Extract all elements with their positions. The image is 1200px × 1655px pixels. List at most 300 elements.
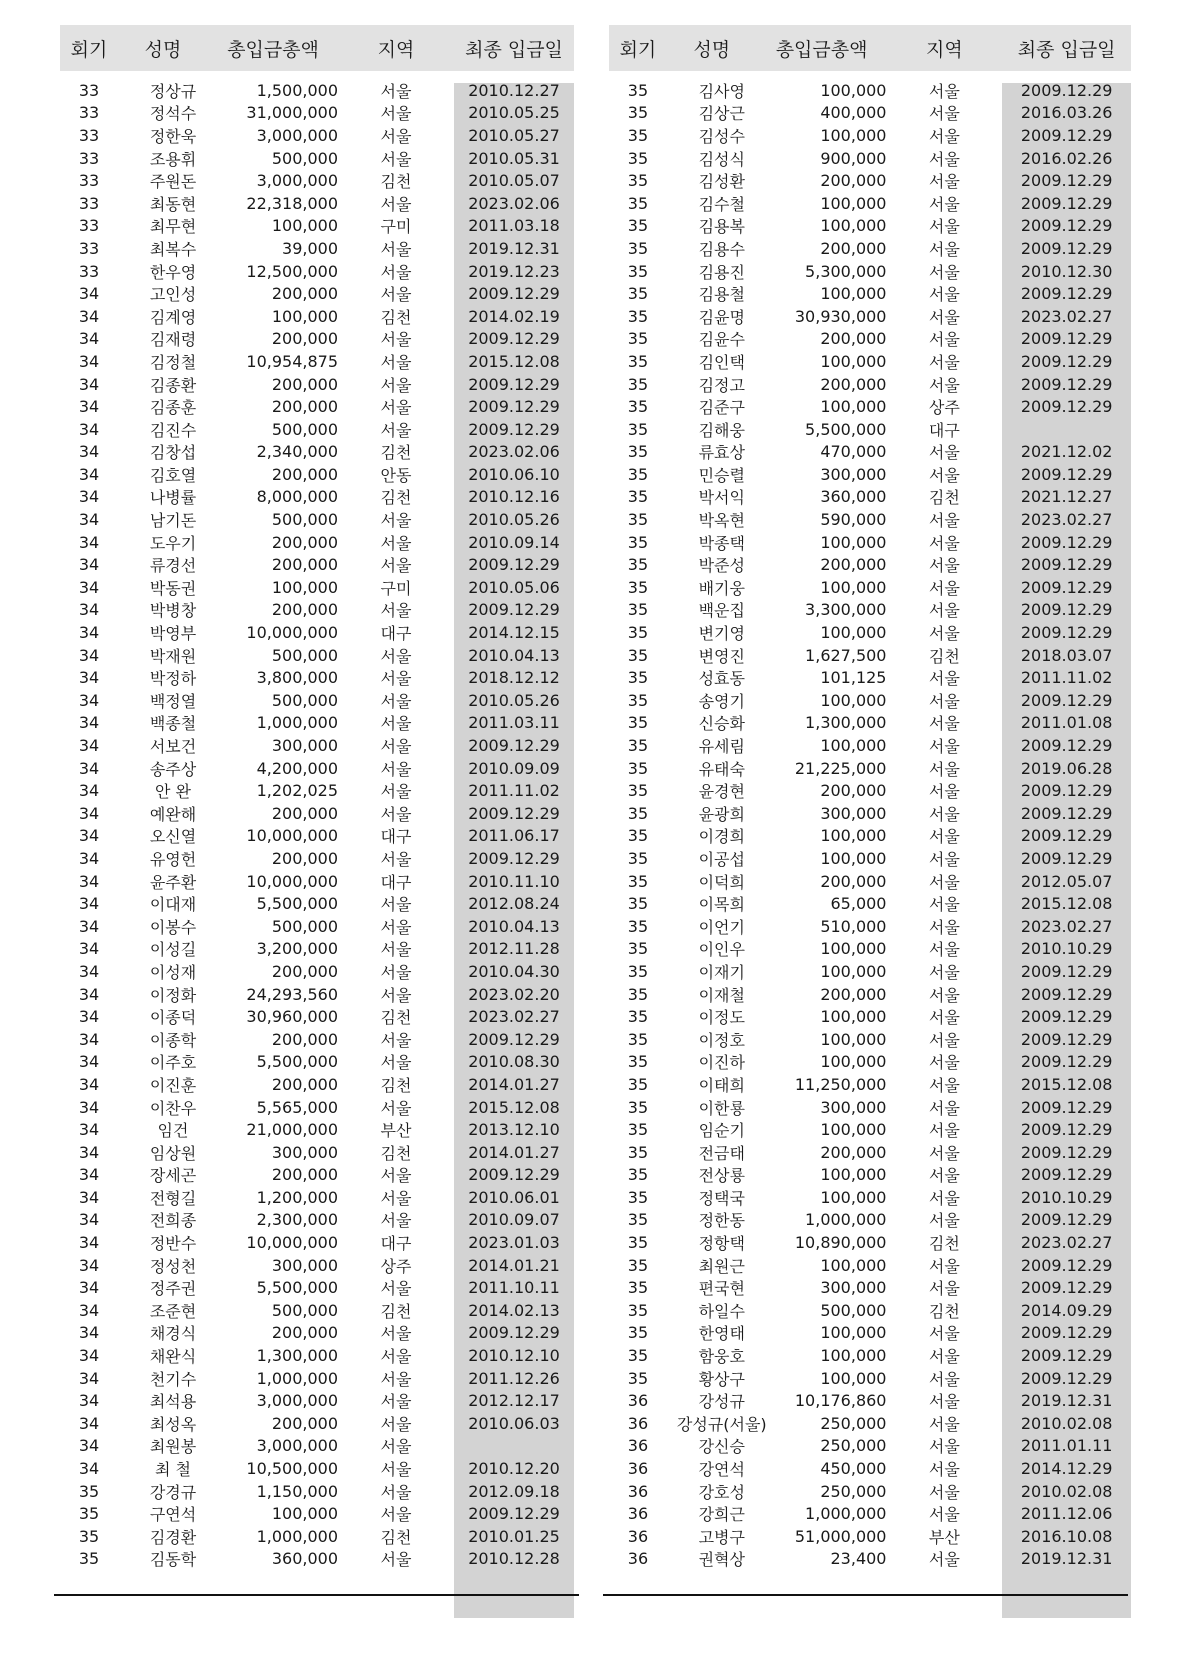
date-cell: 2009.12.29 xyxy=(1020,238,1113,258)
date-cell: 2010.10.29 xyxy=(1020,939,1113,959)
table-row xyxy=(609,1186,1131,1209)
amount-cell: 200,000 xyxy=(271,374,338,394)
date-cell: 2012.08.24 xyxy=(468,894,560,914)
name-cell: 임순기 xyxy=(698,1121,745,1141)
round-cell: 34 xyxy=(78,1029,100,1049)
date-cell: 2009.12.29 xyxy=(1020,374,1113,394)
table-row xyxy=(60,1502,574,1525)
date-cell: 2009.12.29 xyxy=(1020,397,1113,417)
region-cell: 서울 xyxy=(928,262,960,282)
round-cell: 34 xyxy=(78,736,100,756)
amount-cell: 200,000 xyxy=(271,555,338,575)
date-cell: 2010.04.30 xyxy=(468,961,560,981)
region-cell: 서울 xyxy=(380,1279,412,1299)
round-cell: 35 xyxy=(627,758,649,778)
region-cell: 서울 xyxy=(380,895,412,915)
date-cell: 2014.01.27 xyxy=(468,1142,560,1162)
table-row xyxy=(60,102,574,125)
name-cell: 이성재 xyxy=(149,962,197,982)
region-cell: 대구 xyxy=(928,420,960,440)
round-cell: 34 xyxy=(78,1436,100,1456)
round-cell: 34 xyxy=(78,1097,100,1117)
date-cell: 2009.12.29 xyxy=(468,419,560,439)
round-cell: 34 xyxy=(78,781,100,801)
region-cell: 서울 xyxy=(928,194,960,214)
amount-cell: 100,000 xyxy=(271,1504,338,1524)
amount-cell: 1,300,000 xyxy=(805,713,887,733)
round-cell: 35 xyxy=(627,464,649,484)
amount-cell: 200,000 xyxy=(271,600,338,620)
round-cell: 34 xyxy=(78,419,100,439)
name-cell: 이주호 xyxy=(149,1053,197,1073)
amount-cell: 5,500,000 xyxy=(256,1278,338,1298)
date-cell: 2009.12.29 xyxy=(1020,171,1113,191)
table-row xyxy=(60,576,574,599)
name-cell: 김윤수 xyxy=(698,330,745,350)
amount-cell: 500,000 xyxy=(271,690,338,710)
name-cell: 변영진 xyxy=(698,646,745,666)
amount-cell: 23,400 xyxy=(830,1549,887,1569)
name-cell: 이공섭 xyxy=(698,849,745,869)
table-row xyxy=(609,960,1131,983)
round-cell: 34 xyxy=(78,329,100,349)
table-row xyxy=(60,508,574,531)
round-cell: 35 xyxy=(627,826,649,846)
region-cell: 서울 xyxy=(380,533,412,553)
table-row xyxy=(60,486,574,509)
name-cell: 채완식 xyxy=(149,1347,197,1367)
date-cell: 2009.12.29 xyxy=(468,1323,560,1343)
round-cell: 35 xyxy=(627,1120,649,1140)
date-cell: 2023.02.27 xyxy=(1020,916,1113,936)
date-cell: 2023.02.27 xyxy=(1020,1233,1113,1253)
region-cell: 서울 xyxy=(380,601,412,621)
name-cell: 백운집 xyxy=(698,601,745,621)
date-cell: 2014.09.29 xyxy=(1020,1300,1113,1320)
name-cell: 임상원 xyxy=(149,1143,197,1163)
region-cell: 서울 xyxy=(928,1211,960,1231)
region-cell: 서울 xyxy=(380,669,412,689)
date-cell: 2009.12.29 xyxy=(1020,1052,1113,1072)
round-cell: 34 xyxy=(78,442,100,462)
round-cell: 34 xyxy=(78,758,100,778)
date-cell: 2010.06.01 xyxy=(468,1187,560,1207)
table-row xyxy=(60,215,574,238)
header-name: 성명 xyxy=(144,38,182,61)
round-cell: 35 xyxy=(627,103,649,123)
round-cell: 35 xyxy=(627,1052,649,1072)
round-cell: 34 xyxy=(78,690,100,710)
round-cell: 35 xyxy=(627,1255,649,1275)
region-cell: 서울 xyxy=(380,285,412,305)
date-cell: 2009.12.29 xyxy=(1020,848,1113,868)
amount-cell: 3,000,000 xyxy=(256,1391,338,1411)
name-cell: 정상규 xyxy=(149,81,197,101)
region-cell: 서울 xyxy=(928,1347,960,1367)
table-row xyxy=(609,1096,1131,1119)
region-cell: 서울 xyxy=(928,1414,960,1434)
region-cell: 서울 xyxy=(928,962,960,982)
round-cell: 35 xyxy=(627,487,649,507)
amount-cell: 21,225,000 xyxy=(794,758,887,778)
round-cell: 35 xyxy=(627,1007,649,1027)
amount-cell: 30,960,000 xyxy=(246,1007,338,1027)
round-cell: 33 xyxy=(78,193,100,213)
table-row xyxy=(609,983,1131,1006)
name-cell: 김창섭 xyxy=(149,443,197,463)
region-cell: 서울 xyxy=(928,895,960,915)
table-row xyxy=(60,1005,574,1028)
round-cell: 35 xyxy=(78,1481,100,1501)
date-cell: 2014.12.29 xyxy=(1020,1459,1113,1479)
region-cell: 서울 xyxy=(928,1008,960,1028)
date-cell: 2009.12.29 xyxy=(468,1165,560,1185)
name-cell: 박병창 xyxy=(149,601,197,621)
date-cell: 2011.12.26 xyxy=(468,1368,560,1388)
region-cell: 서울 xyxy=(928,1550,960,1570)
name-cell: 최 철 xyxy=(155,1460,191,1480)
table-row xyxy=(609,599,1131,622)
region-cell: 부산 xyxy=(928,1527,960,1547)
round-cell: 36 xyxy=(627,1436,649,1456)
table-row xyxy=(609,938,1131,961)
date-cell: 2009.12.29 xyxy=(1020,984,1113,1004)
table-row xyxy=(60,960,574,983)
table-row xyxy=(609,1548,1131,1571)
date-cell: 2019.12.31 xyxy=(1020,1391,1113,1411)
table-row xyxy=(609,237,1131,260)
amount-cell: 100,000 xyxy=(820,961,887,981)
table-row xyxy=(609,870,1131,893)
region-cell: 서울 xyxy=(928,172,960,192)
table-row xyxy=(609,463,1131,486)
table-row xyxy=(60,1118,574,1141)
name-cell: 김용수 xyxy=(698,239,745,259)
name-cell: 나병률 xyxy=(149,488,197,508)
name-cell: 김재령 xyxy=(149,330,197,350)
name-cell: 강호성 xyxy=(698,1482,745,1502)
date-cell: 2009.12.29 xyxy=(1020,329,1113,349)
round-cell: 34 xyxy=(78,848,100,868)
table-row xyxy=(60,1412,574,1435)
date-cell: 2009.12.29 xyxy=(1020,555,1113,575)
region-cell: 서울 xyxy=(380,239,412,259)
round-cell: 35 xyxy=(627,351,649,371)
round-cell: 35 xyxy=(627,961,649,981)
round-cell: 35 xyxy=(627,1165,649,1185)
date-cell: 2011.10.11 xyxy=(468,1278,560,1298)
round-cell: 34 xyxy=(78,645,100,665)
amount-cell: 1,500,000 xyxy=(256,80,338,100)
date-cell: 2023.01.03 xyxy=(468,1233,560,1253)
date-cell: 2011.12.06 xyxy=(1020,1504,1113,1524)
name-cell: 박준성 xyxy=(698,556,745,576)
table-row xyxy=(609,1389,1131,1412)
round-cell: 35 xyxy=(627,781,649,801)
amount-cell: 5,500,000 xyxy=(256,1052,338,1072)
amount-cell: 5,500,000 xyxy=(256,894,338,914)
amount-cell: 200,000 xyxy=(820,171,887,191)
region-cell: 김천 xyxy=(928,1301,960,1321)
name-cell: 이정도 xyxy=(698,1008,745,1028)
round-cell: 34 xyxy=(78,713,100,733)
region-cell: 서울 xyxy=(928,1188,960,1208)
header-region: 지역 xyxy=(926,38,963,61)
table-row xyxy=(60,870,574,893)
amount-cell: 100,000 xyxy=(820,1368,887,1388)
name-cell: 정성천 xyxy=(149,1256,197,1276)
round-cell: 35 xyxy=(627,261,649,281)
name-cell: 김용진 xyxy=(698,262,745,282)
amount-cell: 200,000 xyxy=(820,871,887,891)
region-cell: 서울 xyxy=(928,849,960,869)
round-cell: 35 xyxy=(627,916,649,936)
round-cell: 36 xyxy=(627,1459,649,1479)
round-cell: 33 xyxy=(78,216,100,236)
name-cell: 김경환 xyxy=(149,1527,197,1547)
name-cell: 김준구 xyxy=(698,398,745,418)
round-cell: 34 xyxy=(78,1187,100,1207)
amount-cell: 24,293,560 xyxy=(246,984,338,1004)
name-cell: 이종학 xyxy=(149,1030,197,1050)
region-cell: 서울 xyxy=(928,1324,960,1344)
amount-cell: 500,000 xyxy=(271,510,338,530)
date-cell: 2009.12.29 xyxy=(1020,1120,1113,1140)
date-cell: 2023.02.06 xyxy=(468,442,560,462)
name-cell: 윤주환 xyxy=(149,872,197,892)
name-cell: 류효상 xyxy=(698,443,745,463)
amount-cell: 1,000,000 xyxy=(256,713,338,733)
region-cell: 서울 xyxy=(380,1053,412,1073)
region-cell: 서울 xyxy=(928,1121,960,1141)
table-row xyxy=(60,825,574,848)
region-cell: 상주 xyxy=(928,398,960,418)
date-cell: 2010.12.16 xyxy=(468,487,560,507)
round-cell: 36 xyxy=(627,1481,649,1501)
region-cell: 서울 xyxy=(928,759,960,779)
name-cell: 강성규(서울) xyxy=(676,1414,767,1434)
date-cell: 2009.12.29 xyxy=(1020,1368,1113,1388)
name-cell: 백종철 xyxy=(149,714,197,734)
table-row xyxy=(609,915,1131,938)
amount-cell: 100,000 xyxy=(820,193,887,213)
region-cell: 서울 xyxy=(928,1143,960,1163)
region-cell: 서울 xyxy=(380,691,412,711)
amount-cell: 200,000 xyxy=(271,1323,338,1343)
date-cell: 2019.12.23 xyxy=(468,261,560,281)
date-cell: 2010.12.30 xyxy=(1020,261,1113,281)
name-cell: 박종택 xyxy=(698,533,745,553)
table-row xyxy=(60,1367,574,1390)
round-cell: 35 xyxy=(627,284,649,304)
amount-cell: 5,565,000 xyxy=(256,1097,338,1117)
amount-cell: 360,000 xyxy=(271,1549,338,1569)
date-cell: 2009.12.29 xyxy=(1020,1007,1113,1027)
table-row xyxy=(609,892,1131,915)
amount-cell: 200,000 xyxy=(271,329,338,349)
round-cell: 35 xyxy=(627,1368,649,1388)
region-cell: 서울 xyxy=(380,917,412,937)
amount-cell: 1,300,000 xyxy=(256,1346,338,1366)
amount-cell: 100,000 xyxy=(820,80,887,100)
date-cell: 2010.05.27 xyxy=(468,125,560,145)
name-cell: 유영헌 xyxy=(149,849,197,869)
region-cell: 서울 xyxy=(928,511,960,531)
name-cell: 천기수 xyxy=(149,1369,197,1389)
round-cell: 35 xyxy=(627,1097,649,1117)
amount-cell: 100,000 xyxy=(820,1007,887,1027)
table-row xyxy=(60,621,574,644)
region-cell: 서울 xyxy=(928,917,960,937)
header-name: 성명 xyxy=(693,38,731,61)
date-cell: 2010.02.08 xyxy=(1020,1413,1113,1433)
name-cell: 이인우 xyxy=(698,940,745,960)
region-cell: 서울 xyxy=(928,872,960,892)
round-cell: 34 xyxy=(78,600,100,620)
table-row xyxy=(60,1073,574,1096)
round-cell: 34 xyxy=(78,668,100,688)
round-cell: 34 xyxy=(78,1120,100,1140)
table-row xyxy=(60,892,574,915)
table-row xyxy=(60,147,574,170)
name-cell: 윤광희 xyxy=(698,804,745,824)
date-cell: 2009.12.29 xyxy=(1020,284,1113,304)
round-cell: 34 xyxy=(78,871,100,891)
date-cell: 2010.04.13 xyxy=(468,645,560,665)
region-cell: 서울 xyxy=(380,149,412,169)
name-cell: 최원봉 xyxy=(149,1437,197,1457)
table-row xyxy=(60,1231,574,1254)
table-row xyxy=(609,802,1131,825)
date-cell: 2009.12.29 xyxy=(1020,1097,1113,1117)
date-cell: 2009.12.29 xyxy=(468,600,560,620)
region-cell: 부산 xyxy=(380,1121,412,1141)
amount-cell: 3,000,000 xyxy=(256,125,338,145)
date-cell: 2009.12.29 xyxy=(1020,1255,1113,1275)
round-cell: 35 xyxy=(627,668,649,688)
region-cell: 서울 xyxy=(380,1324,412,1344)
region-cell: 서울 xyxy=(380,940,412,960)
table-row xyxy=(609,1299,1131,1322)
region-cell: 김천 xyxy=(928,1234,960,1254)
amount-cell: 250,000 xyxy=(820,1481,887,1501)
amount-cell: 1,000,000 xyxy=(256,1526,338,1546)
region-cell: 서울 xyxy=(928,782,960,802)
amount-cell: 3,300,000 xyxy=(805,600,887,620)
amount-cell: 500,000 xyxy=(271,916,338,936)
name-cell: 김용복 xyxy=(698,217,745,237)
round-cell: 35 xyxy=(627,329,649,349)
table-row xyxy=(609,169,1131,192)
date-cell: 2012.05.07 xyxy=(1020,871,1113,891)
date-cell: 2010.05.25 xyxy=(468,103,560,123)
region-cell: 서울 xyxy=(928,1256,960,1276)
table-row xyxy=(60,395,574,418)
table-row xyxy=(609,418,1131,441)
round-cell: 33 xyxy=(78,148,100,168)
round-cell: 34 xyxy=(78,1007,100,1027)
amount-cell: 100,000 xyxy=(820,1165,887,1185)
table-row xyxy=(609,328,1131,351)
round-cell: 34 xyxy=(78,894,100,914)
date-cell: 2016.10.08 xyxy=(1020,1526,1113,1546)
name-cell: 이태희 xyxy=(698,1075,745,1095)
date-cell: 2009.12.29 xyxy=(1020,1029,1113,1049)
table-row xyxy=(60,1435,574,1458)
header-round: 회기 xyxy=(70,38,108,61)
region-cell: 서울 xyxy=(928,1279,960,1299)
amount-cell: 300,000 xyxy=(820,1097,887,1117)
region-cell: 서울 xyxy=(380,962,412,982)
region-cell: 서울 xyxy=(928,1392,960,1412)
region-cell: 서울 xyxy=(380,126,412,146)
region-cell: 서울 xyxy=(928,1460,960,1480)
date-cell: 2009.12.29 xyxy=(1020,1323,1113,1343)
region-cell: 서울 xyxy=(380,1482,412,1502)
date-cell: 2015.12.08 xyxy=(1020,1074,1113,1094)
amount-cell: 39,000 xyxy=(282,238,338,258)
round-cell: 35 xyxy=(627,510,649,530)
name-cell: 이언기 xyxy=(698,917,745,937)
round-cell: 34 xyxy=(78,464,100,484)
round-cell: 35 xyxy=(627,1029,649,1049)
region-cell: 서울 xyxy=(380,1166,412,1186)
table-row xyxy=(60,712,574,735)
region-cell: 김천 xyxy=(380,488,412,508)
date-cell: 2009.12.29 xyxy=(1020,193,1113,213)
region-cell: 서울 xyxy=(928,443,960,463)
amount-cell: 470,000 xyxy=(820,442,887,462)
table-row xyxy=(60,1525,574,1548)
region-cell: 대구 xyxy=(380,872,412,892)
amount-cell: 100,000 xyxy=(820,532,887,552)
region-cell: 서울 xyxy=(928,1030,960,1050)
region-cell: 서울 xyxy=(380,81,412,101)
name-cell: 강성규 xyxy=(698,1392,745,1412)
table-row xyxy=(609,1141,1131,1164)
name-cell: 송영기 xyxy=(698,691,745,711)
region-cell: 서울 xyxy=(928,827,960,847)
date-cell: 2015.12.08 xyxy=(468,1097,560,1117)
amount-cell: 200,000 xyxy=(271,1413,338,1433)
date-cell: 2011.03.11 xyxy=(468,713,560,733)
table-row xyxy=(60,260,574,283)
table-row xyxy=(609,508,1131,531)
amount-cell: 400,000 xyxy=(820,103,887,123)
round-cell: 34 xyxy=(78,1210,100,1230)
date-cell: 2010.06.10 xyxy=(468,464,560,484)
amount-cell: 100,000 xyxy=(820,397,887,417)
amount-cell: 250,000 xyxy=(820,1436,887,1456)
date-cell: 2009.12.29 xyxy=(468,555,560,575)
table-row xyxy=(60,1389,574,1412)
region-cell: 서울 xyxy=(928,601,960,621)
date-cell: 2012.11.28 xyxy=(468,939,560,959)
table-row xyxy=(60,1028,574,1051)
amount-cell: 4,200,000 xyxy=(256,758,338,778)
date-cell: 2009.12.29 xyxy=(468,284,560,304)
name-cell: 이종덕 xyxy=(149,1008,197,1028)
round-cell: 35 xyxy=(627,1346,649,1366)
date-cell: 2021.12.02 xyxy=(1020,442,1113,462)
table-body xyxy=(609,79,1131,1570)
date-cell: 2019.12.31 xyxy=(1020,1549,1113,1569)
date-cell: 2010.06.03 xyxy=(468,1413,560,1433)
name-cell: 한영태 xyxy=(698,1324,745,1344)
amount-cell: 500,000 xyxy=(271,419,338,439)
date-cell: 2009.12.29 xyxy=(1020,600,1113,620)
name-cell: 김진수 xyxy=(149,420,197,440)
